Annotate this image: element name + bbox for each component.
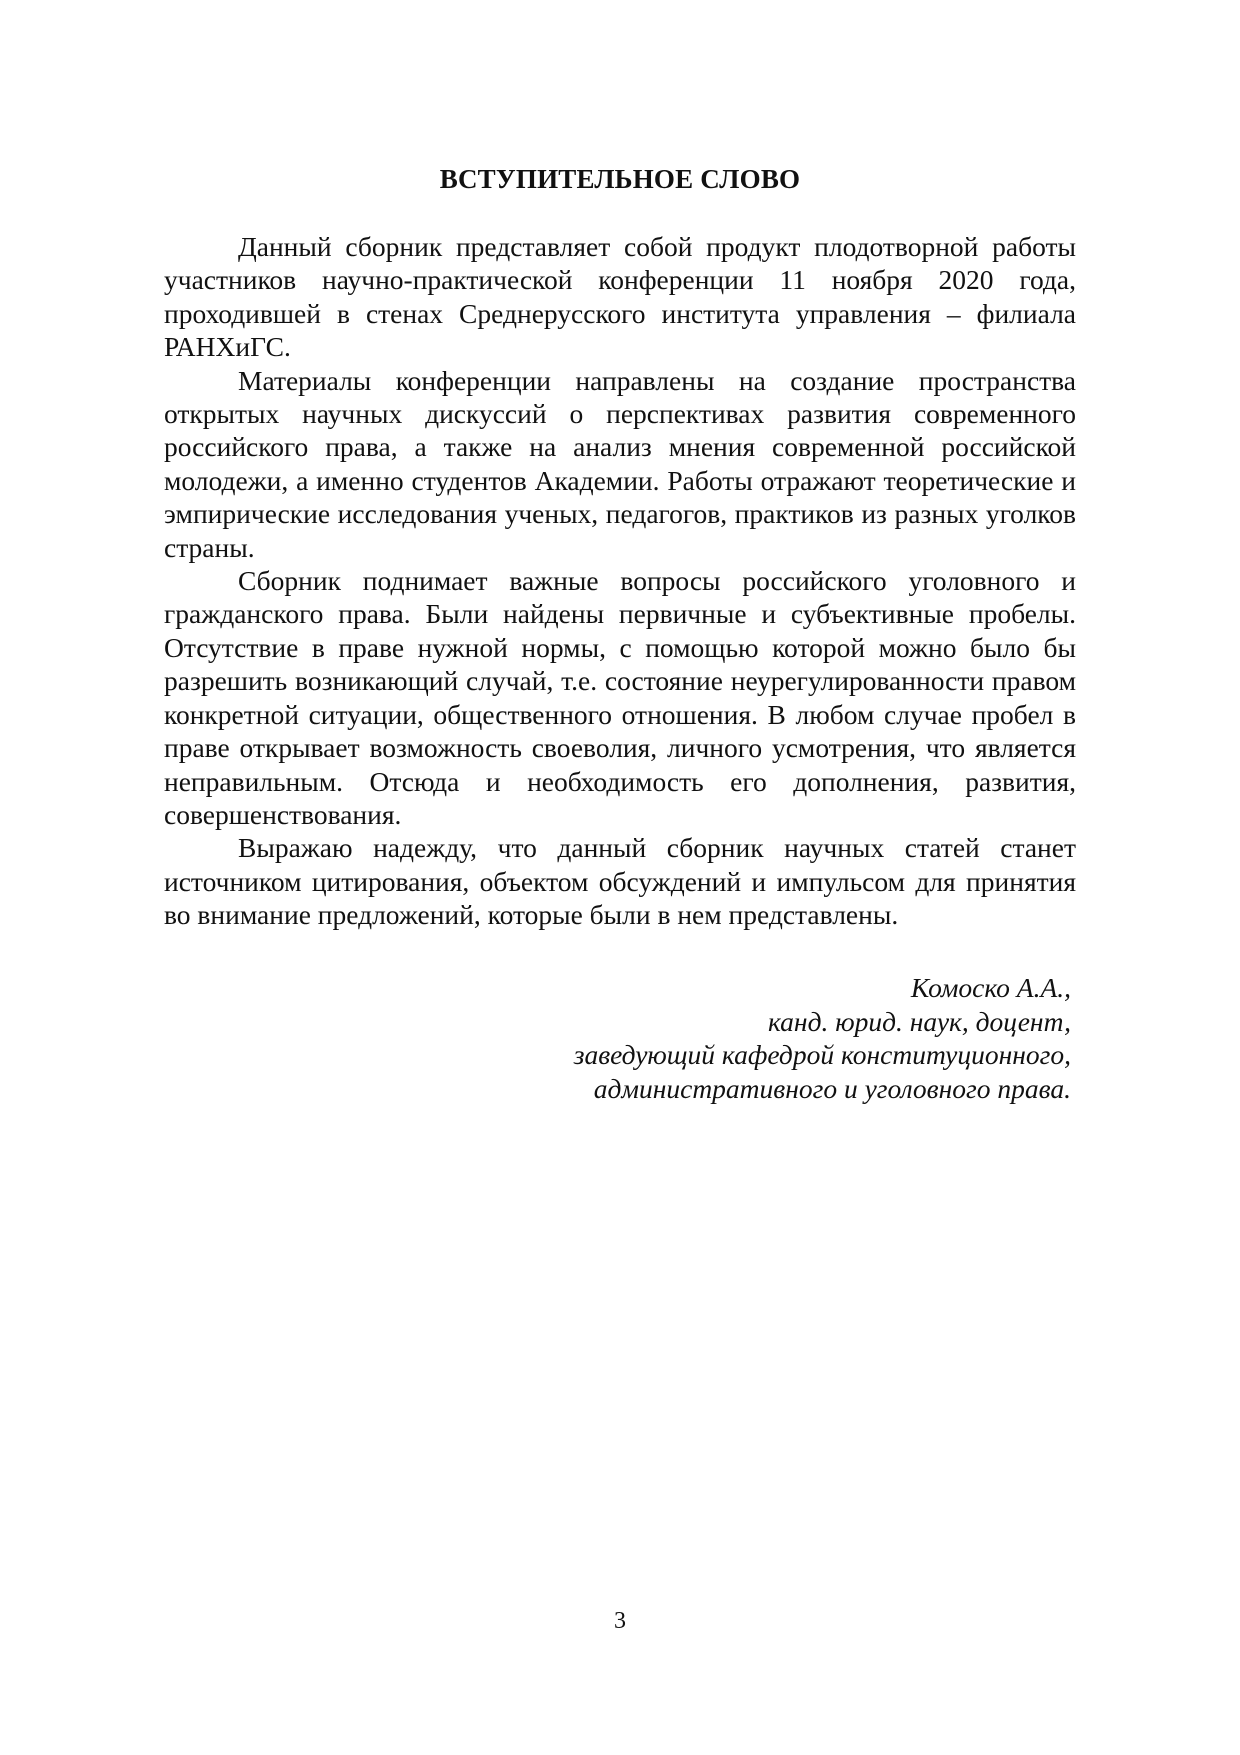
signature-degree: канд. юрид. наук, доцент,: [768, 1005, 1071, 1037]
page-number: 3: [614, 1608, 626, 1634]
body-text: [164, 230, 1076, 932]
page-title: ВСТУПИТЕЛЬНОЕ СЛОВО: [439, 164, 801, 194]
paragraph-1: Данный сборник представляет собой продукт плодотворной работы участников научно-практической конференции 11 ноября 2020 года, проходившей в стенах Среднерусского института управления – филиала РАНХиГС.: [164, 231, 1076, 363]
signature-position-line-1: заведующий кафедрой конституционного,: [573, 1039, 1071, 1070]
paragraph-4: Выражаю надежду, что данный сборник научных статей станет источником цитирования, объектом обсуждений и импульсом для принятия во внимание предложений, которые были в нем представлены.: [164, 832, 1076, 931]
paragraph-3: Сборник поднимает важные вопросы российского уголовного и гражданского права. Были найдены первичные и субъективные пробелы. Отсутствие в праве нужной нормы, с помощью которой можно было бы разрешить возникающий случай, т.е. состояние неурегулированности правом конкретной ситуации, общественного отношения. В любом случае пробел в праве открывает возможность своеволия, личного усмотрения, что является неправильным. Отсюда и необходимость его дополнения, развития, совершенствования.: [164, 565, 1076, 830]
signature-position-line-2: административного и уголовного права.: [593, 1072, 1071, 1104]
signature-name: Комоско А.А.,: [910, 972, 1071, 1003]
paragraph-2: Материалы конференции направлены на создание пространства открытых научных дискуссий о перспективах развития современного российского права, а также на анализ мнения современной российской молодежи, а именно студентов Академии. Работы отражают теоретические и эмпирические исследования ученых, педагогов, практиков из разных уголков страны.: [164, 364, 1076, 563]
signature-block: [574, 971, 1071, 1105]
